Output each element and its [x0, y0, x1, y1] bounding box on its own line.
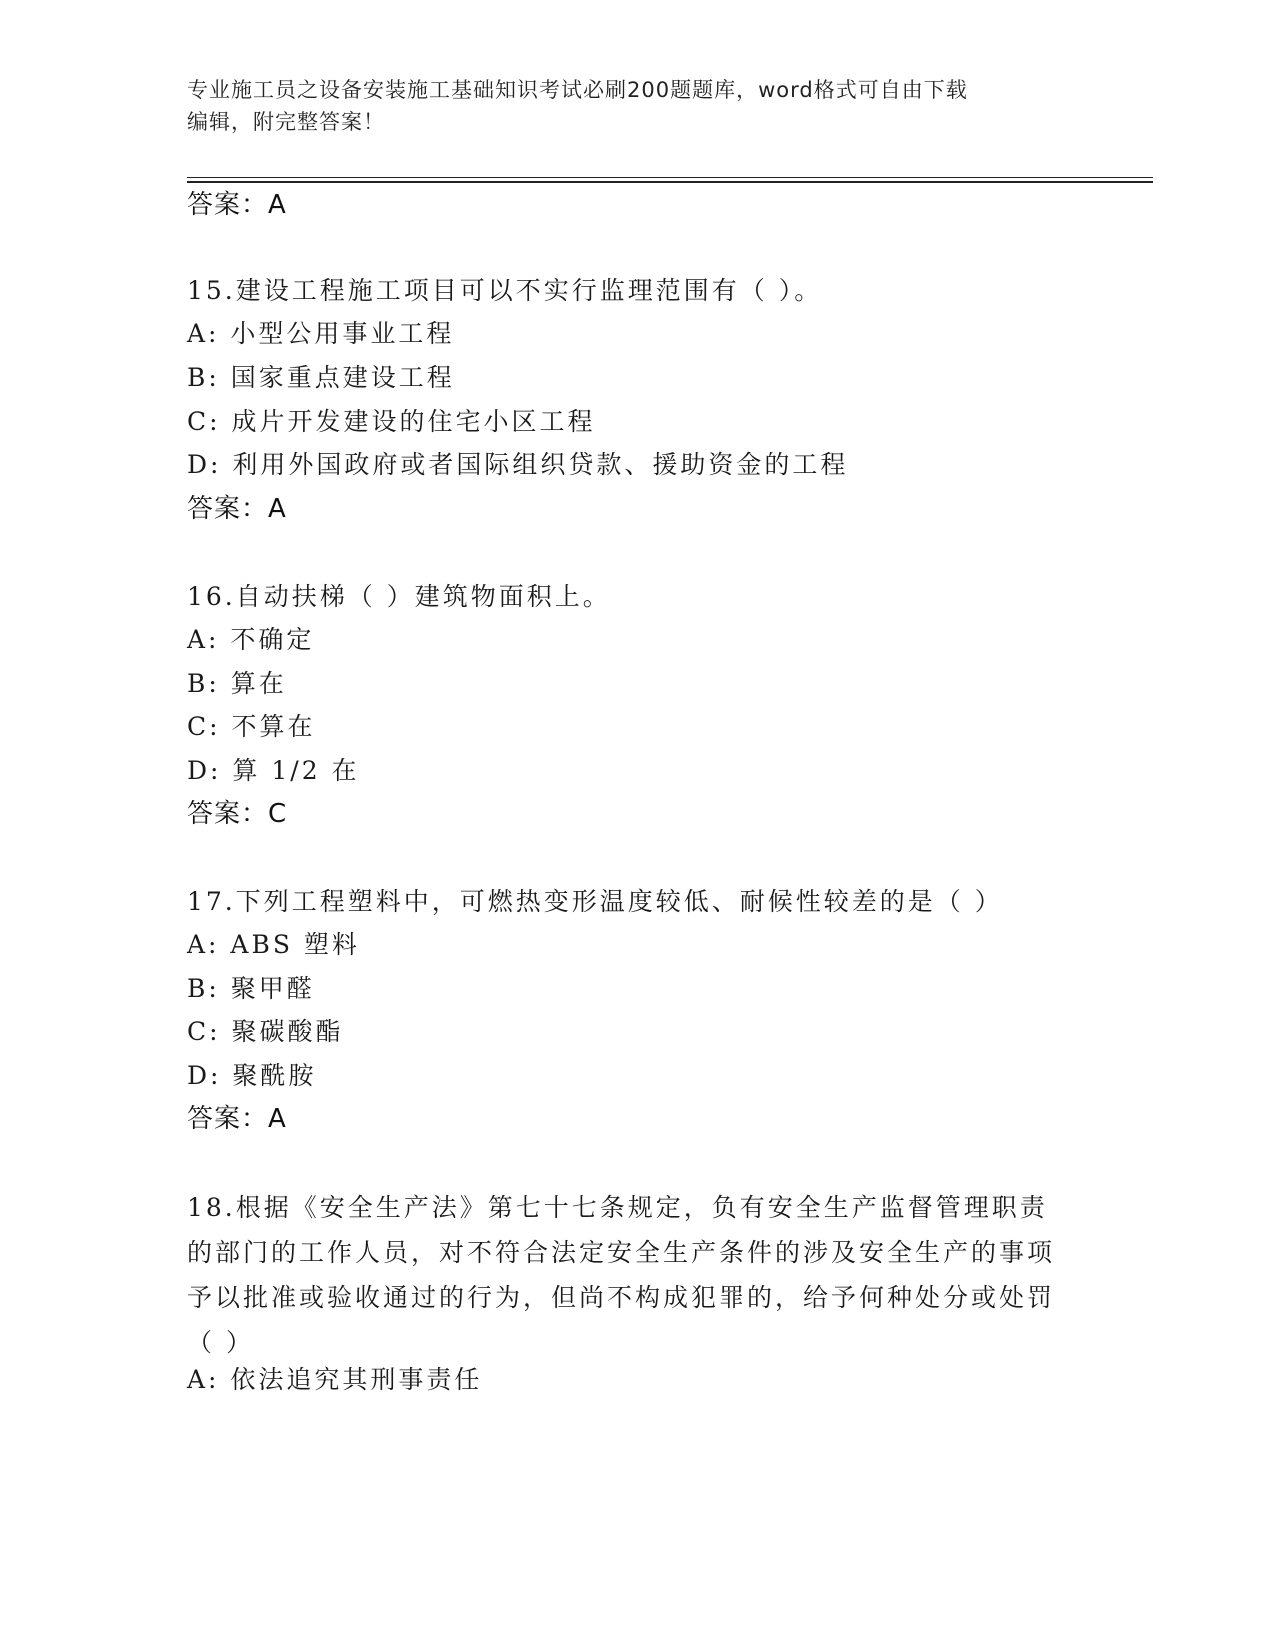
question-17-option-c: C: 聚碳酸酯: [187, 1017, 344, 1046]
question-18-option-a: A: 依法追究其刑事责任: [187, 1365, 483, 1394]
question-16-option-a: A: 不确定: [187, 625, 315, 654]
header-rule-thick: [187, 181, 1153, 183]
question-15-option-a: A: 小型公用事业工程: [187, 319, 455, 348]
document-header: [187, 74, 1067, 138]
previous-answer: 答案：A: [187, 190, 287, 220]
question-15-answer: 答案：A: [187, 494, 287, 524]
header-rule-thin: [187, 177, 1153, 178]
question-17-answer: 答案：A: [187, 1104, 287, 1134]
header-title-line2: 编辑，附完整答案！: [187, 110, 385, 134]
question-15-option-c: C: 成片开发建设的住宅小区工程: [187, 407, 596, 436]
question-17-option-a: A: ABS 塑料: [187, 930, 360, 959]
question-16-stem: 16.自动扶梯（ ）建筑物面积上。: [187, 582, 611, 611]
question-17-option-b: B: 聚甲醛: [187, 974, 315, 1003]
question-15-stem: 15.建设工程施工项目可以不实行监理范围有（ ）。: [187, 276, 823, 305]
question-15-option-b: B: 国家重点建设工程: [187, 363, 455, 392]
question-15-option-d: D: 利用外国政府或者国际组织贷款、援助资金的工程: [187, 450, 849, 479]
question-17-option-d: D: 聚酰胺: [187, 1061, 317, 1090]
question-16-option-c: C: 不算在: [187, 712, 316, 741]
question-16-answer: 答案：C: [187, 799, 288, 829]
question-18-stem: 18.根据《安全生产法》第七十七条规定，负有安全生产监督管理职责的部门的工作人员，对不符合法定安全生产条件的涉及安全生产的事项予以批准或验收通过的行为，但尚不构成犯罪的，给予何种处分或处罚（ ）: [187, 1193, 1056, 1357]
header-title-line1: 专业施工员之设备安装施工基础知识考试必刷200题题库，word格式可自由下载: [187, 78, 968, 102]
question-16-option-b: B: 算在: [187, 669, 287, 698]
question-17-stem: 17.下列工程塑料中，可燃热变形温度较低、耐候性较差的是（ ）: [187, 887, 1003, 916]
question-16-option-d: D: 算 1/2 在: [187, 756, 360, 785]
